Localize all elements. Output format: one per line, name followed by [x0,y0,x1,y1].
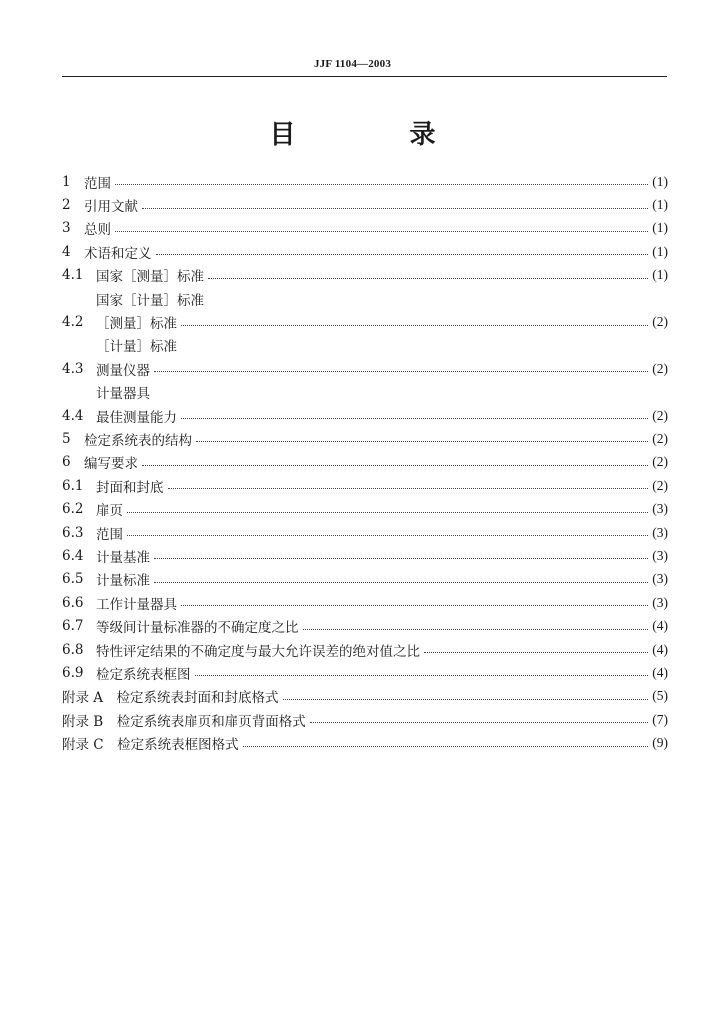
toc-leader-dots [195,675,649,676]
toc-leader-dots [181,418,648,419]
toc-entry-title: 总则 [84,222,111,239]
toc-leader-dots [142,208,648,209]
toc-entry-title: 工作计量器具 [96,596,177,613]
toc-entry [62,474,668,497]
header-rule [62,76,667,77]
toc-entry-page: (2) [652,430,668,446]
toc-entry [62,310,668,333]
toc-entry-number: 6.8 [62,641,84,658]
toc-entry-title: 国家［计量］标准 [96,292,204,309]
toc-leader-dots [424,652,648,653]
toc-entry-title: ［测量］标准 [96,316,177,333]
toc-entry-number: 6.3 [62,524,84,541]
toc-entry-number: 3 [62,220,71,237]
toc-entry-number: 6.7 [62,618,84,635]
toc-entry [62,614,668,637]
toc-entry [62,591,668,614]
toc-entry [62,731,668,754]
toc-entry [62,451,668,474]
toc-entry-title: 特性评定结果的不确定度与最大允许误差的绝对值之比 [96,643,420,660]
toc-entry-title: 计量基准 [96,549,150,566]
toc-entry-number: 2 [62,197,71,214]
toc-leader-dots [168,488,649,489]
toc-entry-title: 附录 C 检定系统表框图格式 [62,737,239,754]
toc-entry [62,521,668,544]
toc-entry [62,381,668,404]
toc-entry [62,240,668,263]
toc-leader-dots [115,231,648,232]
toc-entry-page: (3) [652,547,668,563]
toc-entry-number: 6.1 [62,477,84,494]
toc-entry-title: 引用文献 [84,199,138,216]
toc-entry-page: (4) [652,641,668,657]
standard-code-header: JJF 1104—2003 [313,58,392,70]
toc-entry-number: 4 [62,243,71,260]
toc-entry-title: 等级间计量标准器的不确定度之比 [96,620,299,637]
toc-entry-page: (2) [652,314,668,330]
toc-entry-title: 国家［测量］标准 [96,269,204,286]
toc-leader-dots [127,535,648,536]
toc-entry-page: (1) [652,267,668,283]
toc-entry [62,544,668,567]
toc-leader-dots [303,629,649,630]
toc-leader-dots [196,441,648,442]
toc-entry [62,217,668,240]
toc-entry-title: 最佳测量能力 [96,409,177,426]
toc-entry-page: (3) [652,501,668,517]
toc-entry-number: 6.4 [62,547,84,564]
toc-entry [62,357,668,380]
table-of-contents [62,170,668,755]
toc-entry-page: (2) [652,454,668,470]
toc-entry-number: 6.2 [62,501,84,518]
toc-entry-page: (3) [652,594,668,610]
toc-entry-title: 附录 A 检定系统表封面和封底格式 [62,690,279,707]
toc-entry-page: (1) [652,173,668,189]
toc-entry-page: (1) [652,197,668,213]
toc-entry-number: 4.2 [62,314,84,331]
toc-entry-title: 测量仪器 [96,362,150,379]
page-title: 目 录 [269,120,480,150]
toc-leader-dots [283,699,649,700]
toc-leader-dots [115,184,648,185]
toc-entry-page: (4) [652,664,668,680]
toc-entry-number: 1 [62,173,71,190]
toc-leader-dots [208,278,648,279]
toc-entry-title: 范围 [84,175,111,192]
toc-entry-number: 6 [62,454,71,471]
toc-entry [62,497,668,520]
toc-entry [62,264,668,287]
toc-entry-title: 计量器具 [96,386,150,403]
toc-entry-page: (7) [652,711,668,727]
toc-entry [62,193,668,216]
toc-leader-dots [310,722,649,723]
toc-entry-number: 4.4 [62,407,84,424]
toc-entry-number: 4.1 [62,267,84,284]
toc-entry-page: (2) [652,477,668,493]
toc-entry [62,404,668,427]
toc-entry-title: 扉页 [96,503,123,520]
toc-leader-dots [154,582,648,583]
toc-entry [62,287,668,310]
toc-entry [62,427,668,450]
toc-entry-number: 6.9 [62,664,84,681]
toc-entry [62,638,668,661]
toc-entry-page: (1) [652,220,668,236]
toc-entry-title: 封面和封底 [96,479,164,496]
toc-entry-page: (3) [652,571,668,587]
toc-entry-page: (2) [652,360,668,376]
toc-entry [62,685,668,708]
toc-leader-dots [127,512,648,513]
toc-entry-page: (9) [652,735,668,751]
toc-entry-number: 4.3 [62,360,84,377]
toc-entry [62,708,668,731]
toc-entry-title: 检定系统表框图 [96,666,191,683]
toc-entry [62,170,668,193]
toc-leader-dots [243,746,649,747]
toc-entry-page: (1) [652,243,668,259]
toc-entry-title: 计量标准 [96,573,150,590]
toc-entry [62,334,668,357]
toc-entry-title: 编写要求 [84,456,138,473]
toc-entry-number: 5 [62,430,71,447]
toc-entry-page: (2) [652,407,668,423]
toc-entry-title: 范围 [96,526,123,543]
toc-entry-page: (4) [652,618,668,634]
toc-entry-page: (5) [652,688,668,704]
toc-entry-title: ［计量］标准 [96,339,177,356]
toc-leader-dots [156,254,649,255]
toc-leader-dots [154,558,648,559]
toc-leader-dots [154,371,648,372]
toc-leader-dots [181,325,648,326]
toc-entry-title: 检定系统表的结构 [84,432,192,449]
toc-entry-number: 6.6 [62,594,84,611]
toc-entry-page: (3) [652,524,668,540]
toc-leader-dots [181,605,648,606]
toc-entry-title: 术语和定义 [84,245,152,262]
toc-entry-number: 6.5 [62,571,84,588]
toc-entry [62,568,668,591]
toc-leader-dots [142,465,648,466]
toc-entry-title: 附录 B 检定系统表扉页和扉页背面格式 [62,713,306,730]
toc-entry [62,661,668,684]
